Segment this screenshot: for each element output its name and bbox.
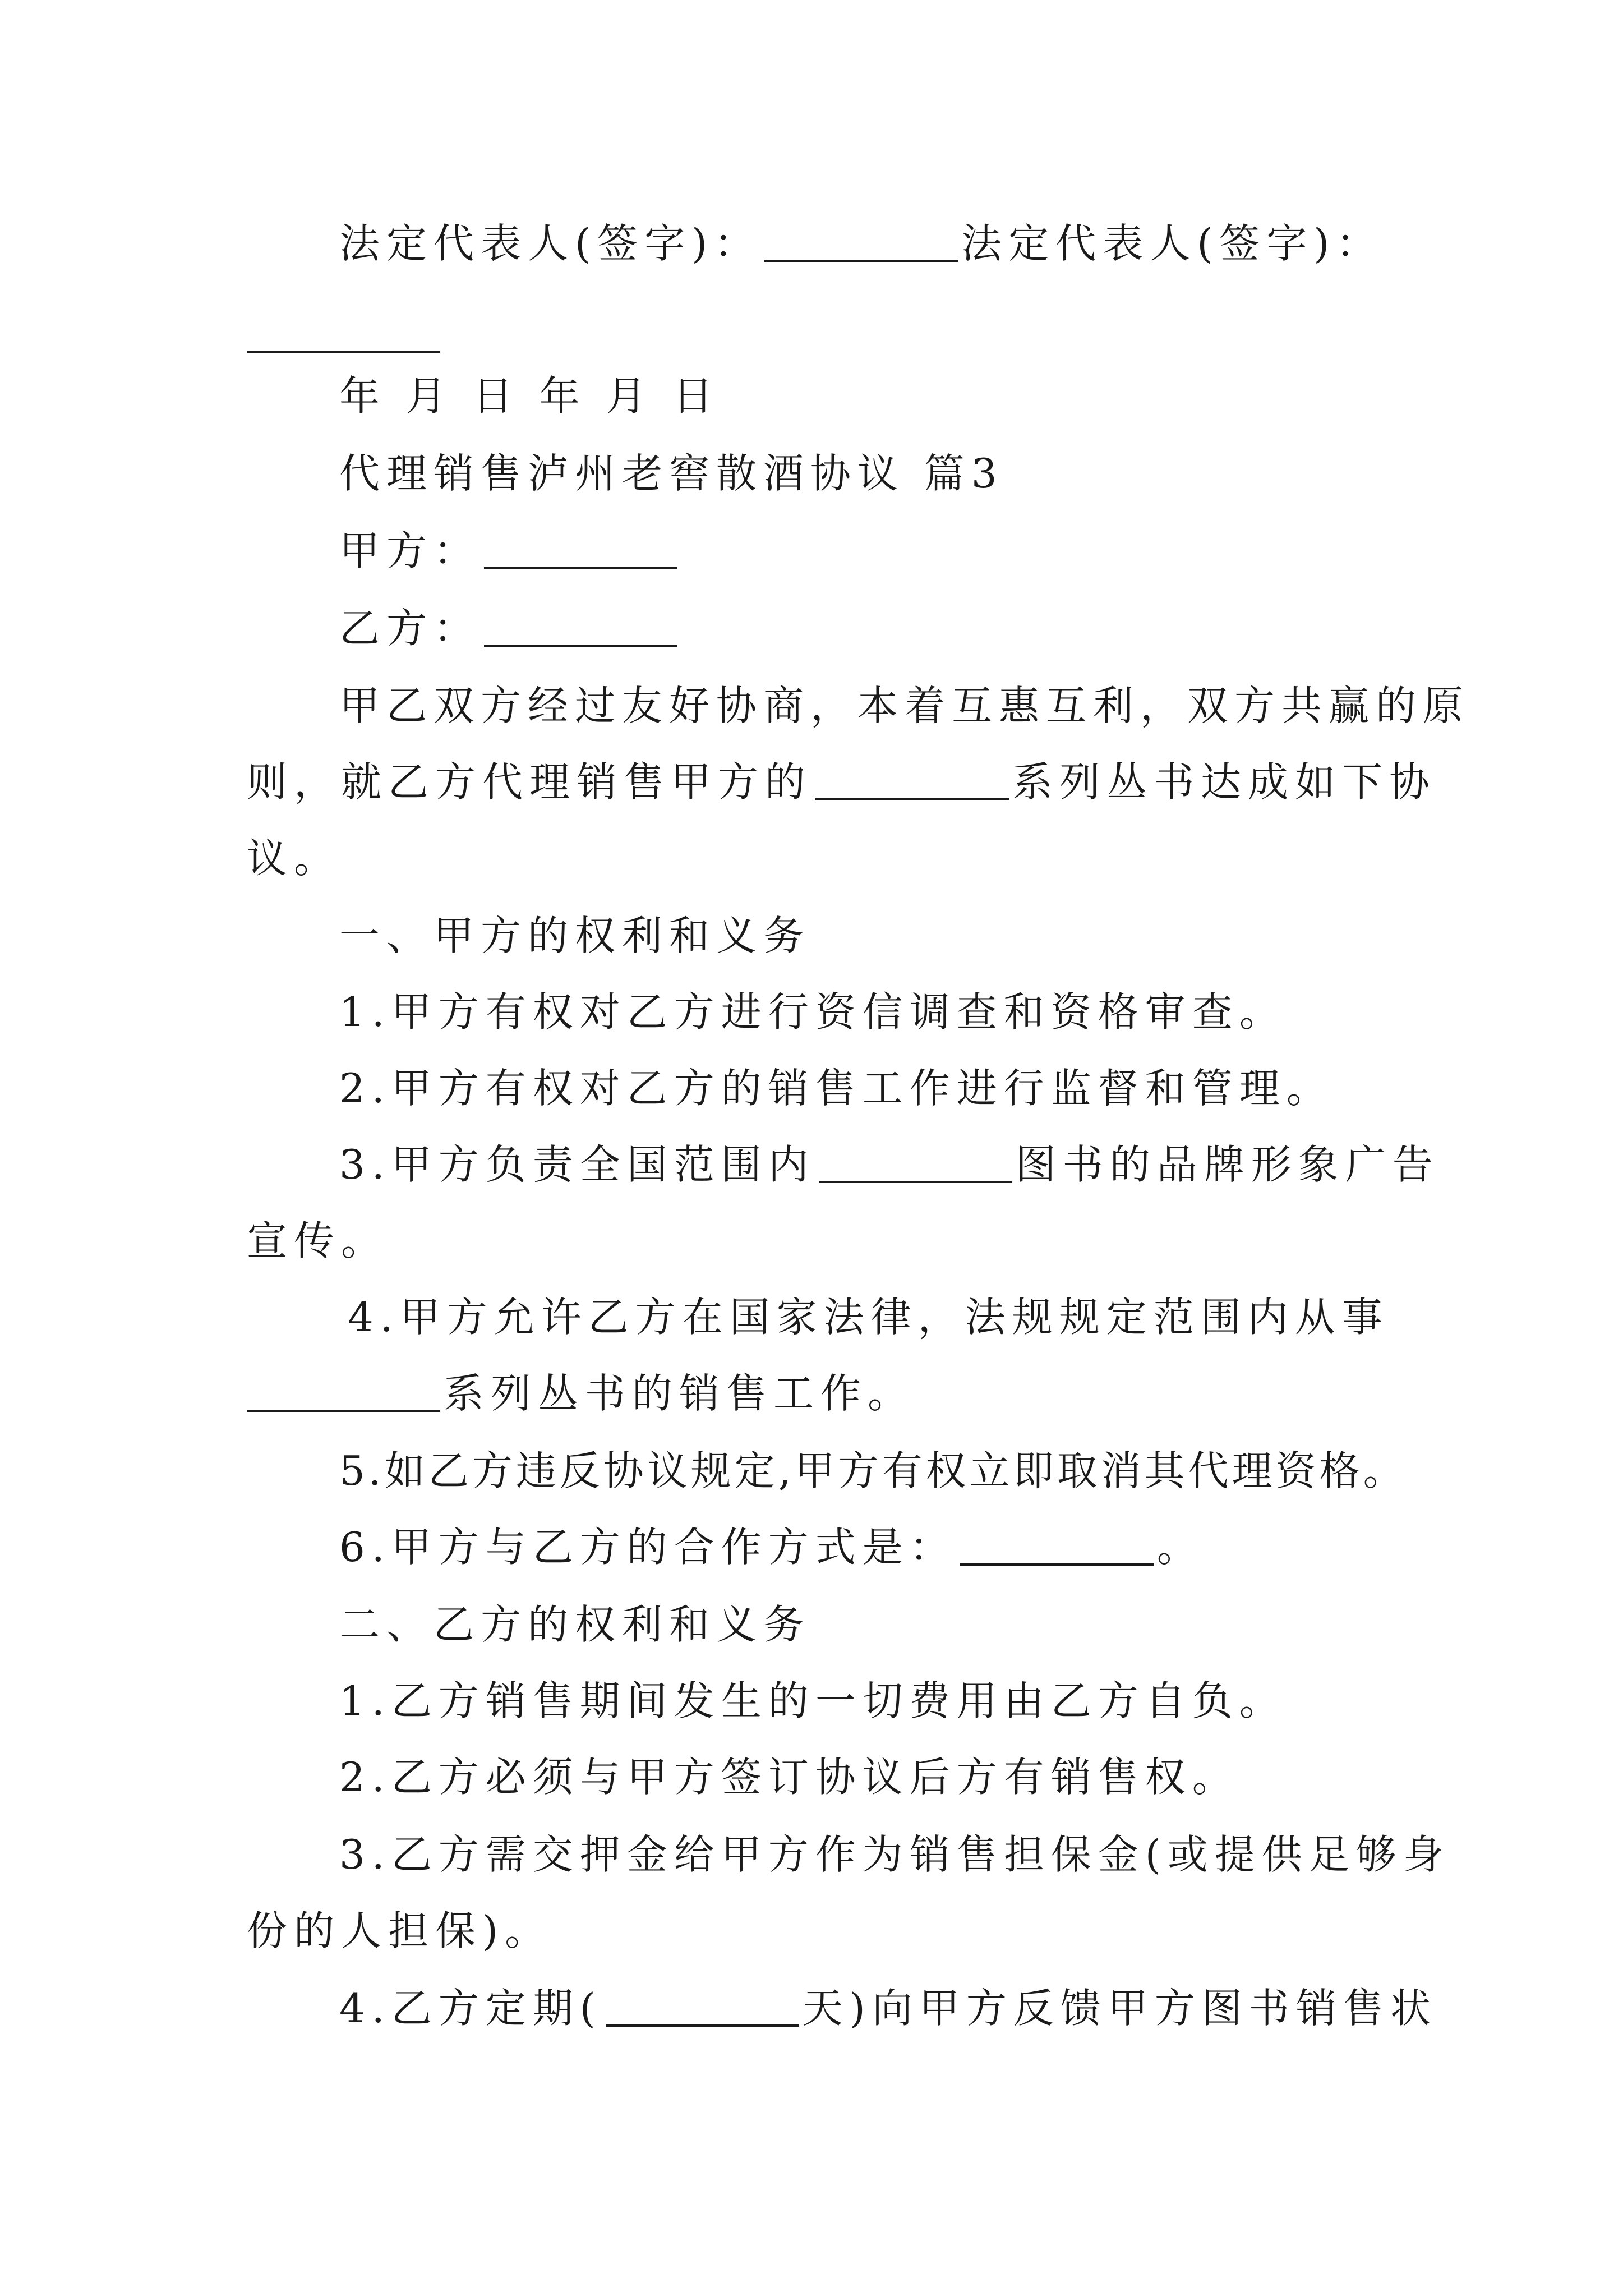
party-b-line [339, 605, 1478, 652]
clause-b2: 2.乙方必须与甲方签订协议后方有销售权。 [339, 1754, 1239, 1801]
signature-blank [764, 260, 958, 262]
party-a-line [339, 527, 1478, 574]
clause-text: 6.甲方与乙方的合作方式是： [339, 1524, 957, 1571]
party-a-blank [484, 567, 677, 569]
intro-paragraph-line-2 [247, 758, 1437, 806]
party-a-label: 甲方： [339, 527, 481, 574]
clause-a3-line-2: 宣传。 [247, 1217, 389, 1264]
days-blank [606, 2024, 799, 2027]
intro-text: 则，就乙方代理销售甲方的 [247, 758, 813, 806]
series-blank [247, 1410, 440, 1412]
signature-blank [247, 351, 440, 353]
clause-a6 [339, 1524, 1478, 1571]
clause-b1: 1.乙方销售期间发生的一切费用由乙方自负。 [339, 1677, 1287, 1724]
party-a-signature-label: 法定代表人(签字)： [339, 220, 762, 267]
brand-blank [819, 1181, 1012, 1183]
party-b-signature-label: 法定代表人(签字)： [961, 220, 1384, 267]
clause-a2: 2.甲方有权对乙方的销售工作进行监督和管理。 [339, 1065, 1334, 1112]
clause-a1: 1.甲方有权对乙方进行资信调查和资格审查。 [339, 988, 1287, 1036]
clause-text: 3.甲方负责全国范围内 [339, 1141, 815, 1188]
clause-a4-line-2 [247, 1370, 1385, 1417]
clause-b4-line-1 [339, 1985, 1478, 2032]
clause-text: 。 [1156, 1524, 1204, 1571]
heading-party-a-rights: 一、甲方的权利和义务 [339, 912, 811, 959]
section-title: 代理销售泸州老窖散酒协议 篇3 [339, 450, 1004, 497]
date-line: 年 月 日 年 月 日 [339, 372, 720, 420]
clause-a4-line-1: 4.甲方允许乙方在国家法律，法规规定范围内从事 [348, 1294, 1389, 1341]
party-b-blank [484, 645, 677, 647]
intro-text: 系列丛书达成如下协 [1012, 758, 1437, 806]
intro-paragraph-line-1: 甲乙双方经过友好协商，本着互惠互利，双方共赢的原 [339, 682, 1470, 729]
clause-text: 天)向甲方反馈甲方图书销售状 [802, 1985, 1437, 2032]
clause-text: 图书的品牌形象广告 [1015, 1141, 1440, 1188]
clause-text: 4.乙方定期( [339, 1985, 602, 2032]
series-blank [815, 798, 1009, 800]
clause-a3-line-1 [339, 1141, 1478, 1188]
party-b-label: 乙方： [339, 605, 481, 652]
intro-paragraph-line-3: 议。 [247, 835, 342, 882]
clause-text: 系列丛书的销售工作。 [444, 1370, 915, 1417]
heading-party-b-rights: 二、乙方的权利和义务 [339, 1601, 811, 1648]
clause-a5: 5.如乙方违反协议规定,甲方有权立即取消其代理资格。 [339, 1447, 1407, 1494]
clause-b3-line-2: 份的人担保)。 [247, 1907, 552, 1954]
cooperation-blank [960, 1563, 1154, 1566]
clause-b3-line-1: 3.乙方需交押金给甲方作为销售担保金(或提供足够身 [339, 1831, 1450, 1878]
signature-line [339, 220, 1478, 267]
signature-blank-line [247, 314, 1385, 355]
